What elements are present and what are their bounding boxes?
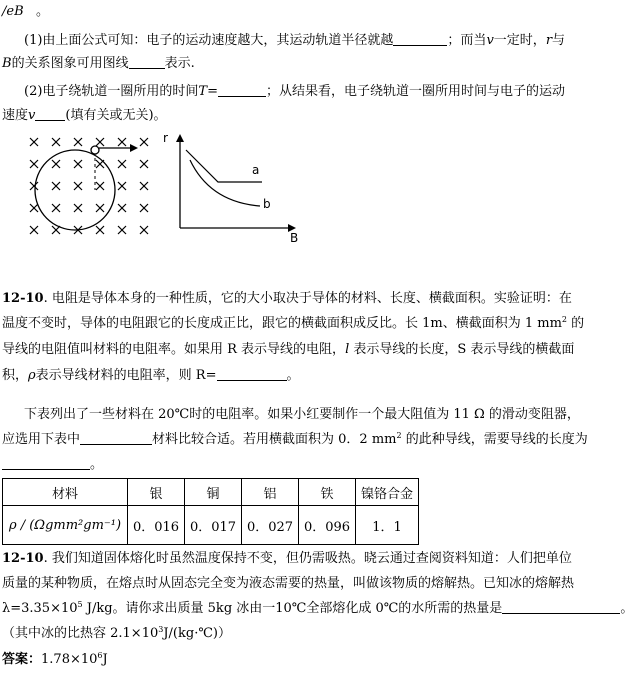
melting-line-4: （其中冰的比热容 $2.1\times 10^3J/(kg\cdot℃)$）	[2, 625, 231, 641]
table-header-row	[3, 479, 419, 506]
question-1-line-1: (1)由上面公式可知：电子的运动速度越大，其运动轨道半径就越 ；而当v一定时，r与	[24, 33, 566, 48]
answer-blank[interactable]	[218, 84, 266, 97]
table-header-cell: 铝	[242, 479, 299, 506]
orbit-circle	[35, 150, 115, 230]
table-cell: 0．027	[242, 506, 299, 545]
magnetic-field-figure	[20, 130, 320, 245]
table-header-cell: 铁	[299, 479, 356, 506]
curve-b	[190, 160, 260, 206]
y-axis-arrow	[176, 134, 184, 142]
electron-dot	[91, 146, 99, 154]
resistance-line-3: 导线的电阻值叫材料的电阻率。如果用 R 表示导线的电阻，l 表示导线的长度，S 表示导线的横截面	[2, 342, 575, 357]
curve-a	[186, 150, 262, 182]
answer-blank[interactable]	[502, 601, 620, 614]
axis-r-label: r	[163, 131, 168, 145]
curve-a-label: a	[252, 163, 260, 177]
resistance-line-2: 温度不变时，导体的电阻跟它的长度成正比，跟它的横截面积成反比。长 1m、横截面积为 1 $mm^2$ 的	[2, 315, 585, 331]
question-2-line-2: 速度v (填有关或无关)。	[2, 108, 167, 123]
table-row-label: ρ / (Ωgmm²gm⁻¹)	[3, 506, 128, 545]
table-row	[3, 506, 419, 545]
resistance-line-5: 下表列出了一些材料在 20℃时的电阻率。如果小红要制作一个最大阻值为 11 Ω 的滑动变阻器，	[24, 407, 580, 422]
answer-line: 答案：$1.78\times 10^6J$	[2, 651, 108, 667]
answer-blank[interactable]	[129, 56, 165, 69]
resistance-line-6: 应选用下表中 材料比较合适。若用横截面积为 0．2 $mm^2$ 的此种导线，需要导线的长度为	[2, 431, 588, 447]
table-header-cell: 镍铬合金	[356, 479, 419, 506]
table-cell: 0．017	[185, 506, 242, 545]
resistance-line-7: 。	[2, 457, 103, 473]
table-header-cell: 铜	[185, 479, 242, 506]
melting-line-2: 质量的某种物质，在熔点时从固态完全变为液态需要的热量，叫做该物质的熔解热。已知冰的熔解热	[2, 576, 575, 591]
table-header-cell: 银	[128, 479, 185, 506]
answer-blank[interactable]	[80, 432, 152, 445]
answer-blank[interactable]	[217, 368, 287, 381]
melting-line-1: 12-10. 我们知道固体熔化时虽然温度保持不变，但仍需吸热。晓云通过查阅资料知道：人们把单位	[2, 551, 572, 566]
resistivity-table	[2, 478, 419, 545]
answer-blank[interactable]	[2, 457, 90, 470]
resistance-line-4: 积，ρ表示导线材料的电阻率，则 R= 。	[2, 368, 300, 383]
table-cell: 1．1	[356, 506, 419, 545]
question-1-line-2: B的关系图象可用图线 表示.	[2, 56, 195, 71]
table-cell: 0．016	[128, 506, 185, 545]
table-cell: 0．096	[299, 506, 356, 545]
answer-blank[interactable]	[393, 33, 447, 46]
answer-blank[interactable]	[35, 108, 65, 121]
melting-line-3: $\lambda=3.35\times 10^5$ J/kg。请你求出质量 5kg 冰由一10℃全部熔化成 0℃的水所需的热量是 。	[2, 600, 633, 616]
table-header-cell: 材料	[3, 479, 128, 506]
question-2-line-1: (2)电子绕轨道一圈所用的时间T= ；从结果看，电子绕轨道一圈所用时间与电子的运动	[24, 84, 566, 99]
formula-tail: /eB 。	[2, 4, 50, 19]
resistance-line-1: 12-10. 电阻是导体本身的一种性质，它的大小取决于导体的材料、长度、横截面积。实验证明：在	[2, 291, 572, 306]
velocity-arrowhead	[130, 144, 138, 152]
axis-b-label: B	[290, 231, 299, 245]
curve-b-label: b	[263, 197, 271, 211]
